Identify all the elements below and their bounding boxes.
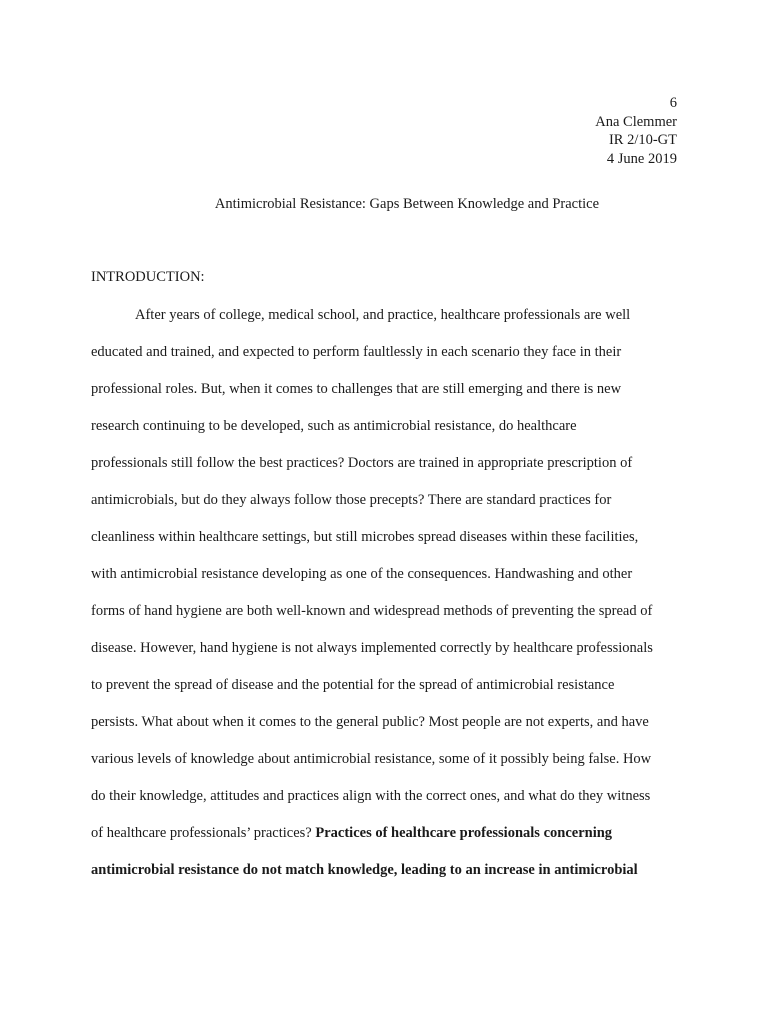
paragraph-line: professionals still follow the best practices? Doctors are trained in appropriate prescription of	[91, 455, 633, 471]
header-block	[595, 94, 677, 168]
paragraph-line: to prevent the spread of disease and the potential for the spread of antimicrobial resistance	[91, 677, 615, 693]
paragraph-line: forms of hand hygiene are both well-known and widespread methods of preventing the spread of	[91, 603, 653, 619]
page-number: 6	[669, 95, 677, 111]
paragraph-line: do their knowledge, attitudes and practices align with the correct ones, and what do they witness	[91, 788, 651, 804]
author-name: Ana Clemmer	[595, 113, 677, 130]
paragraph-line: persists. What about when it comes to the general public? Most people are not experts, and have	[91, 714, 649, 730]
body-paragraph	[91, 305, 691, 897]
paragraph-line: After years of college, medical school, and practice, healthcare professionals are well	[135, 307, 631, 323]
paragraph-line: disease. However, hand hygiene is not always implemented correctly by healthcare professionals	[91, 640, 653, 656]
thesis-statement: Practices of healthcare professionals concerning	[315, 825, 613, 841]
paragraph-line: educated and trained, and expected to perform faultlessly in each scenario they face in their	[91, 344, 622, 360]
document-date: 4 June 2019	[606, 150, 677, 167]
class-code: IR 2/10-GT	[608, 132, 677, 148]
paragraph-line: cleanliness within healthcare settings, but still microbes spread diseases within these facilities,	[91, 529, 639, 545]
paragraph-line: with antimicrobial resistance developing as one of the consequences. Handwashing and other	[91, 566, 633, 582]
section-heading: INTRODUCTION:	[91, 269, 205, 285]
paragraph-line: professional roles. But, when it comes to challenges that are still emerging and there is new	[91, 381, 622, 397]
paragraph-line: antimicrobials, but do they always follow those precepts? There are standard practices for	[91, 492, 612, 508]
paragraph-line: various levels of knowledge about antimicrobial resistance, some of it possibly being false. How	[91, 751, 652, 767]
document-title: Antimicrobial Resistance: Gaps Between Knowledge and Practice	[214, 196, 600, 212]
thesis-statement-line: antimicrobial resistance do not match knowledge, leading to an increase in antimicrobial	[91, 862, 638, 878]
paragraph-text: of healthcare professionals’ practices?	[91, 825, 316, 841]
paragraph-line: research continuing to be developed, such as antimicrobial resistance, do healthcare	[91, 418, 577, 434]
paragraph-line	[91, 823, 691, 860]
